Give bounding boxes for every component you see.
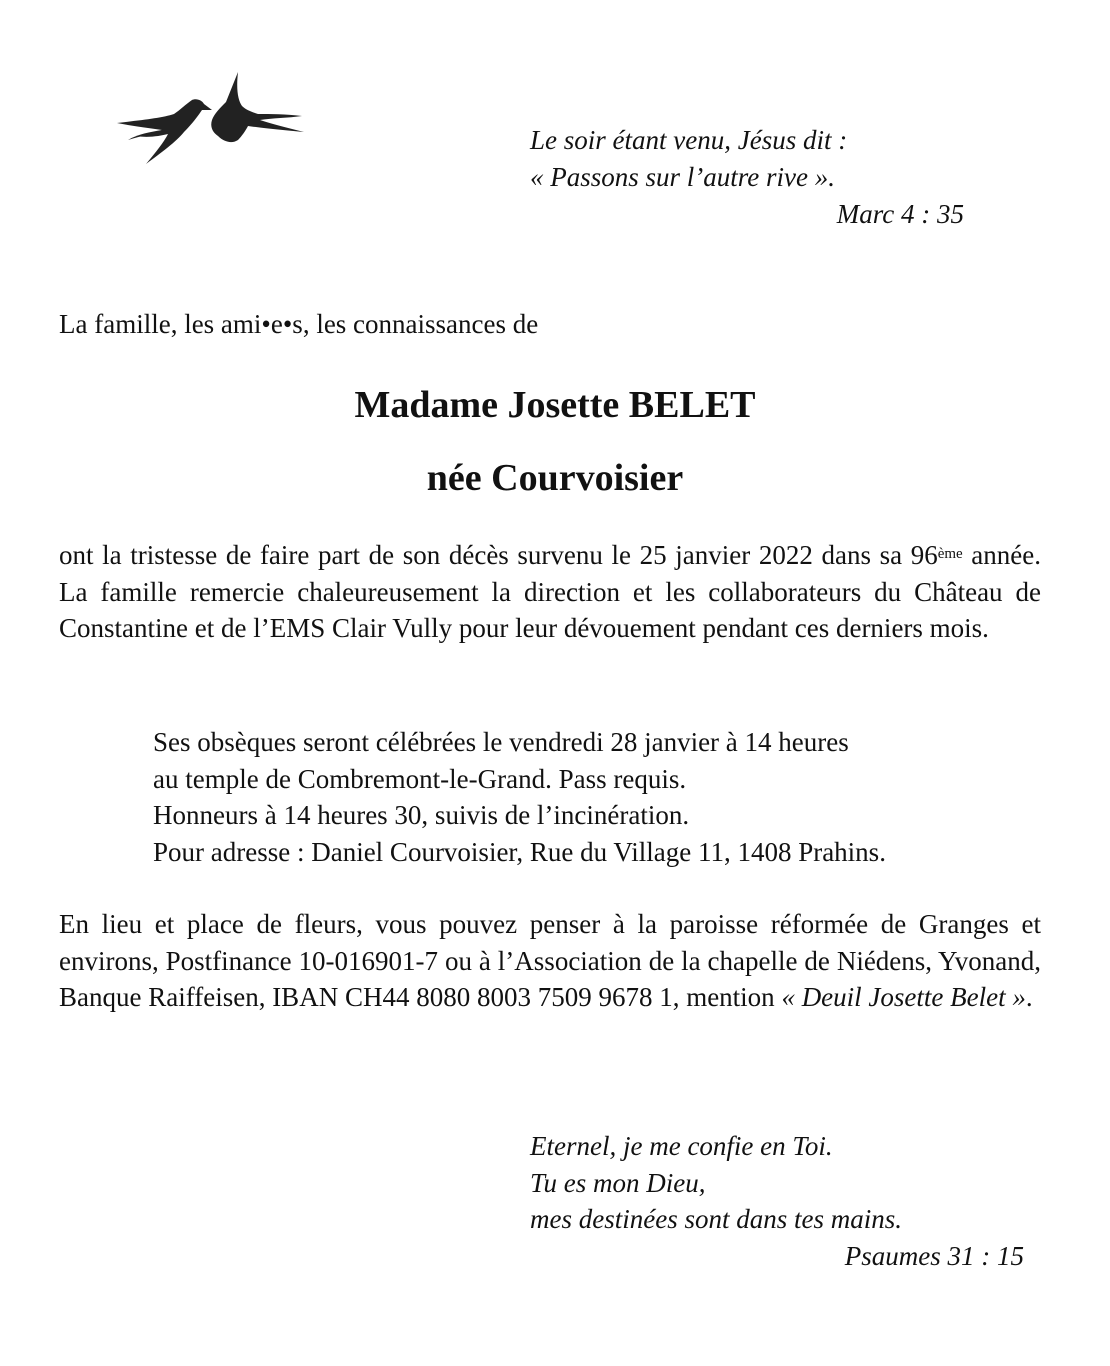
swallows-icon [112,70,312,170]
maiden-name: née Courvoisier [426,457,684,499]
donations-paragraph [59,906,1041,1016]
closing-verse-reference: Psaumes 31 : 15 [844,1240,1024,1271]
intro-line: La famille, les ami•e•s, les connaissances de [59,309,539,339]
closing-verse-line-2: Tu es mon Dieu, [530,1167,706,1198]
donations-mention: « Deuil Josette Belet » [781,982,1026,1012]
deceased-name: Madame Josette BELET [354,384,756,426]
service-line-4: Pour adresse : Daniel Courvoisier, Rue du Village 11, 1408 Prahins. [153,836,886,867]
announcement-text-end: année. La famille remercie chaleureusement la direction et les collaborateurs du Château de Constantine et de l’EMS Clair Vully pour leur dévouement pendant ces derniers mois. [59,540,1042,643]
service-line-1: Ses obsèques seront célébrées le vendredi 28 janvier à 14 heures [153,727,849,757]
epigraph-line-1: Le soir étant venu, Jésus dit : [530,125,848,155]
announcement-paragraph [59,537,1041,647]
donations-text: En lieu et place de fleurs, vous pouvez penser à la paroisse réformée de Granges et environs, Postfinance 10-016901-7 ou à l’Association de la chapelle de Niédens, Yvonand, Banque Raiffeisen, IBAN CH44 8080 8003 7509 9678 1, mention [59,909,1041,1012]
service-line-3: Honneurs à 14 heures 30, suivis de l’incinération. [153,800,690,830]
service-line-2: au temple de Combremont-le-Grand. Pass requis. [153,763,687,794]
ordinal-suffix: ème [937,546,963,562]
epigraph [530,122,970,233]
closing-verse [530,1128,1030,1274]
closing-verse-line-1: Eternel, je me confie en Toi. [530,1131,833,1161]
announcement-text-start: ont la tristesse de faire part de son décès survenu le 25 janvier 2022 dans sa 96 [59,540,938,570]
service-details [153,724,886,870]
epigraph-line-2: « Passons sur l’autre rive ». [530,162,835,192]
closing-verse-line-3: mes destinées sont dans tes mains. [530,1204,902,1234]
donations-end: . [1025,982,1033,1012]
epigraph-reference: Marc 4 : 35 [836,199,964,229]
